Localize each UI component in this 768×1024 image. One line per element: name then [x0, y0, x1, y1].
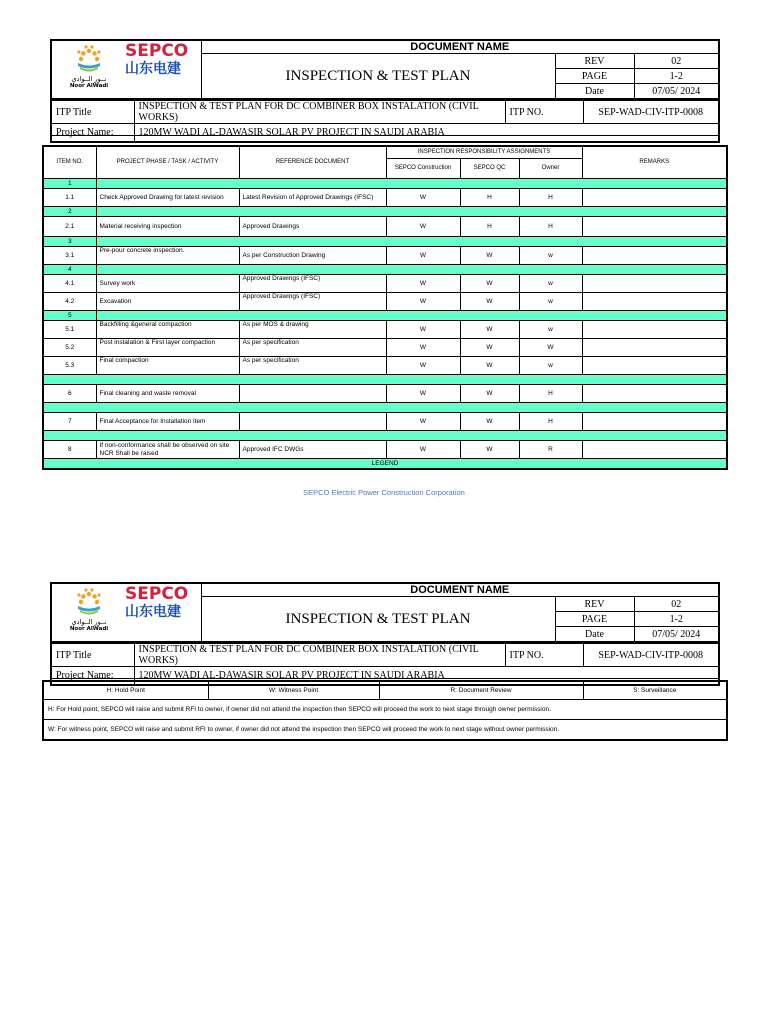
logo-sepco-text: SEPCO: [125, 41, 189, 61]
project-name-value: 120MW WADI AL-DAWASIR SOLAR PV PROJECT IN SAUDI ARABIA: [134, 124, 719, 143]
rev-value: 02: [634, 597, 719, 612]
logo-sepco-text: SEPCO: [125, 584, 189, 604]
col-responsibility: INSPECTION RESPONSIBILITY ASSIGNMENTS: [386, 146, 582, 159]
section-row: 1: [43, 179, 727, 189]
divider: [50, 135, 718, 136]
col-sepco-qc: SEPCO QC: [460, 159, 519, 179]
logo-arabic-text: نــور الــوادي: [71, 75, 107, 83]
itp-title-value: INSPECTION & TEST PLAN FOR DC COMBINER BOX INSTALATION (CIVIL WORKS): [134, 101, 505, 124]
table-row: 8 If non-conformance shall be observed on site NCR Shall be raised Approved IFC DWGs W W R: [43, 441, 727, 459]
col-sepco-construction: SEPCO Construction: [386, 159, 460, 179]
itp-title-label: ITP Title: [51, 101, 134, 124]
project-name-label: Project Name:: [51, 667, 134, 686]
section-row: 2: [43, 207, 727, 217]
logo-chinese-text: 山东电建: [125, 61, 181, 77]
divider: [50, 678, 718, 679]
doc-name-label: DOCUMENT NAME: [201, 583, 719, 597]
itp-title-value: INSPECTION & TEST PLAN FOR DC COMBINER BOX INSTALATION (CIVIL WORKS): [134, 644, 505, 667]
table-row: 1.1 Check Approved Drawing for latest revision Latest Revision of Approved Drawings (IFSC) W H H: [43, 189, 727, 207]
legend-hold-desc: H: For Hold point, SEPCO will raise and submit RFI to owner, if owner did not attend the inspection then SEPCO will proceed the work to next stage through owner permission.: [43, 700, 727, 720]
itp-title-label: ITP Title: [51, 644, 134, 667]
col-remarks: REMARKS: [582, 146, 727, 179]
footer-company: SEPCO Electric Power Construction Corporation: [303, 488, 465, 497]
legend-review: R: Document Review: [379, 681, 583, 700]
itp-heading: INSPECTION & TEST PLAN: [201, 54, 555, 100]
col-owner: Owner: [519, 159, 582, 179]
logo-noor-text: Noor AlWadi: [69, 626, 109, 632]
logo-chinese-text: 山东电建: [125, 604, 181, 620]
section-row: 5: [43, 311, 727, 321]
rev-value: 02: [634, 54, 719, 69]
doc-name-label: DOCUMENT NAME: [201, 40, 719, 54]
rev-label: REV: [555, 597, 634, 612]
itp-no-label: ITP NO.: [505, 101, 583, 124]
itp-heading: INSPECTION & TEST PLAN: [201, 597, 555, 643]
logo-arabic-text: نــور الــوادي: [71, 618, 107, 626]
table-row: 5.2 Post instalation & First layer compaction As per specification W W W: [43, 339, 727, 357]
legend-row: [43, 459, 727, 470]
table-row: 6 Final cleaning and waste removal W W H: [43, 385, 727, 403]
project-name-value: 120MW WADI AL-DAWASIR SOLAR PV PROJECT IN SAUDI ARABIA: [134, 667, 719, 686]
date-value: 07/05/ 2024: [634, 627, 719, 643]
legend-table: [42, 680, 726, 741]
legend-witness: W: Witness Point: [208, 681, 379, 700]
itp-no-label: ITP NO.: [505, 644, 583, 667]
legend-label: LEGEND: [43, 459, 727, 470]
table-row: 3.1 Pre-pour concrete inspection. As per Construction Drawing W W w: [43, 247, 727, 265]
document-header-page-1: [50, 39, 718, 143]
section-row: 4: [43, 265, 727, 275]
rev-label: REV: [555, 54, 634, 69]
itp-no-value: SEP-WAD-CIV-ITP-0008: [583, 644, 719, 667]
table-row: 5.1 Backfilling &general compaction As per MOS & drawing W W w: [43, 321, 727, 339]
itp-no-value: SEP-WAD-CIV-ITP-0008: [583, 101, 719, 124]
col-phase: PROJECT PHASE / TASK / ACTIVITY: [96, 146, 239, 179]
section-row: [43, 375, 727, 385]
legend-surveillance: S: Surveillance: [583, 681, 727, 700]
company-logo: [51, 40, 201, 99]
legend-witness-desc: W: For witness point, SEPCO will raise and submit RFI to owner, if owner did not attend the inspection then SEPCO will proceed the work to next stage without owner permission.: [43, 720, 727, 741]
logo-noor-text: Noor AlWadi: [69, 83, 109, 89]
col-item-no: ITEM NO.: [43, 146, 96, 179]
project-name-label: Project Name:: [51, 124, 134, 143]
page-value: 1-2: [634, 69, 719, 84]
section-row: 3: [43, 237, 727, 247]
date-label: Date: [555, 627, 634, 643]
itp-table: [42, 145, 726, 470]
date-label: Date: [555, 84, 634, 100]
table-row: 4.1 Survey work Approved Drawings (IFSC) W W w: [43, 275, 727, 293]
document-header-page-2: [50, 582, 718, 686]
legend-hold: H: Hold Point: [43, 681, 208, 700]
page-label: PAGE: [555, 612, 634, 627]
section-row: [43, 431, 727, 441]
table-row: 4.2 Excavation Approved Drawings (IFSC) W W w: [43, 293, 727, 311]
page-label: PAGE: [555, 69, 634, 84]
table-row: 2.1 Material receiving inspection Approved Drawings W H H: [43, 217, 727, 237]
col-reference: REFERENCE DOCUMENT: [239, 146, 386, 179]
page-value: 1-2: [634, 612, 719, 627]
section-row: [43, 403, 727, 413]
table-row: 5.3 Final compaction As per specification W W w: [43, 357, 727, 375]
table-row: 7 Final Acceptance for Installation item W W H: [43, 413, 727, 431]
company-logo: [51, 583, 201, 642]
date-value: 07/05/ 2024: [634, 84, 719, 100]
